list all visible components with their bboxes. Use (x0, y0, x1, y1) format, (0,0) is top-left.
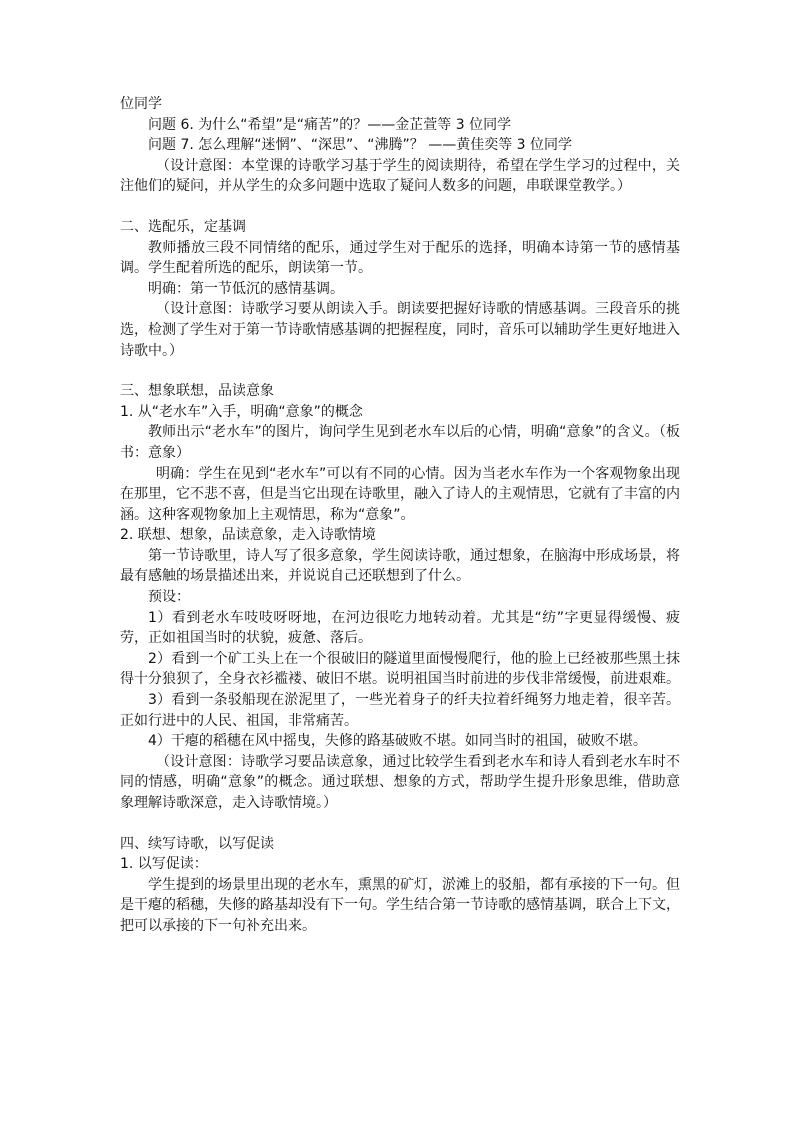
spacer (120, 814, 680, 834)
section-2-design-note: （设计意图：诗歌学习要从朗读入手。朗读要把握好诗歌的情感基调。三段音乐的挑选，检测了学生对于第一节诗歌情感基调的把握程度，同时，音乐可以辅助学生更好地进入诗歌中。） (120, 301, 680, 359)
preset-item-3: 3）看到一条驳船现在淤泥里了，一些光着身子的纤夫拉着纤绳努力地走着，很辛苦。正如行进中的人民、祖国，非常痛苦。 (120, 692, 680, 729)
section-3-design-note: （设计意图：诗歌学习要品读意象，通过比较学生看到老水车和诗人看到老水车时不同的情感，明确“意象”的概念。通过联想、想象的方式，帮助学生提升形象思维，借助意象理解诗歌深意，走入诗歌情境。） (120, 753, 680, 811)
section-3-paragraph-2: 明确：学生在见到“老水车”可以有不同的心情。因为当老水车作为一个客观物象出现在那里，它不悲不喜，但是当它出现在诗歌里，融入了诗人的主观情思，它就有了丰富的内涵。这种客观物象加上主观情思，称为“意象”。 (120, 465, 680, 523)
section-2-heading: 二、选配乐，定基调 (120, 218, 246, 235)
preset-item-4: 4）干瘪的稻穗在风中摇曳，失修的路基破败不堪。如同当时的祖国，破败不堪。 (148, 733, 647, 750)
intro-design-note: （设计意图：本堂课的诗歌学习基于学生的阅读期待，希望在学生学习的过程中，关注他们的疑问，并从学生的众多问题中选取了疑问人数多的问题，串联课堂教学。） (120, 157, 680, 195)
preset-item-1: 1）看到老水车吱吱呀呀地，在河边很吃力地转动着。尤其是“纺”字更显得缓慢、疲劳，正如祖国当时的状貌，疲惫、落后。 (120, 609, 680, 647)
preset-item-2: 2）看到一个矿工头上在一个很破旧的隧道里面慢慢爬行，他的脸上已经被那些黑土抹得十分狼狈了，全身衣衫褴褛、破旧不堪。说明祖国当时前进的步伐非常缓慢，前进艰难。 (120, 650, 680, 688)
section-2-clarification: 明确：第一节低沉的感情基调。 (148, 280, 344, 297)
section-3-subheading-1: 1. 从“老水车”入手，明确“意象”的概念 (120, 403, 363, 420)
spacer (120, 197, 680, 217)
section-3-heading: 三、想象联想，品读意象 (120, 383, 274, 400)
section-4-heading: 四、续写诗歌，以写促读 (120, 835, 274, 852)
lesson-plan-body (120, 94, 680, 937)
section-3-subheading-2: 2. 联想、想象，品读意象，走入诗歌情境 (120, 527, 376, 544)
preset-label: 预设： (148, 589, 190, 606)
intro-continuation: 位同学 (120, 96, 162, 112)
section-4-subheading-1: 1. 以写促读： (120, 856, 208, 873)
section-2-paragraph: 教师播放三段不同情绪的配乐，通过学生对于配乐的选择，明确本诗第一节的感情基调。学生配着所选的配乐，朗读第一节。 (120, 239, 680, 277)
question-6: 问题 6. 为什么“希望”是“痛苦”的？——金芷萱等 3 位同学 (148, 116, 512, 133)
section-3-paragraph-1: 教师出示“老水车”的图片，询问学生见到老水车以后的心情，明确“意象”的含义。（板书：意象） (120, 424, 680, 461)
spacer (120, 361, 680, 381)
question-7: 问题 7. 怎么理解“迷惘”、“深思”、“沸腾”？ ——黄佳奕等 3 位同学 (148, 137, 573, 154)
section-3-paragraph-3: 第一节诗歌里，诗人写了很多意象，学生阅读诗歌，通过想象，在脑海中形成场景，将最有感触的场景描述出来，并说说自己还联想到了什么。 (120, 547, 680, 585)
section-4-paragraph-1: 学生提到的场景里出现的老水车，熏黑的矿灯，淤滩上的驳船，都有承接的下一句。但是干瘪的稻穗，失修的路基却没有下一句。学生结合第一节诗歌的感情基调，联合上下文，把可以承接的下一句补充出来。 (120, 876, 680, 934)
